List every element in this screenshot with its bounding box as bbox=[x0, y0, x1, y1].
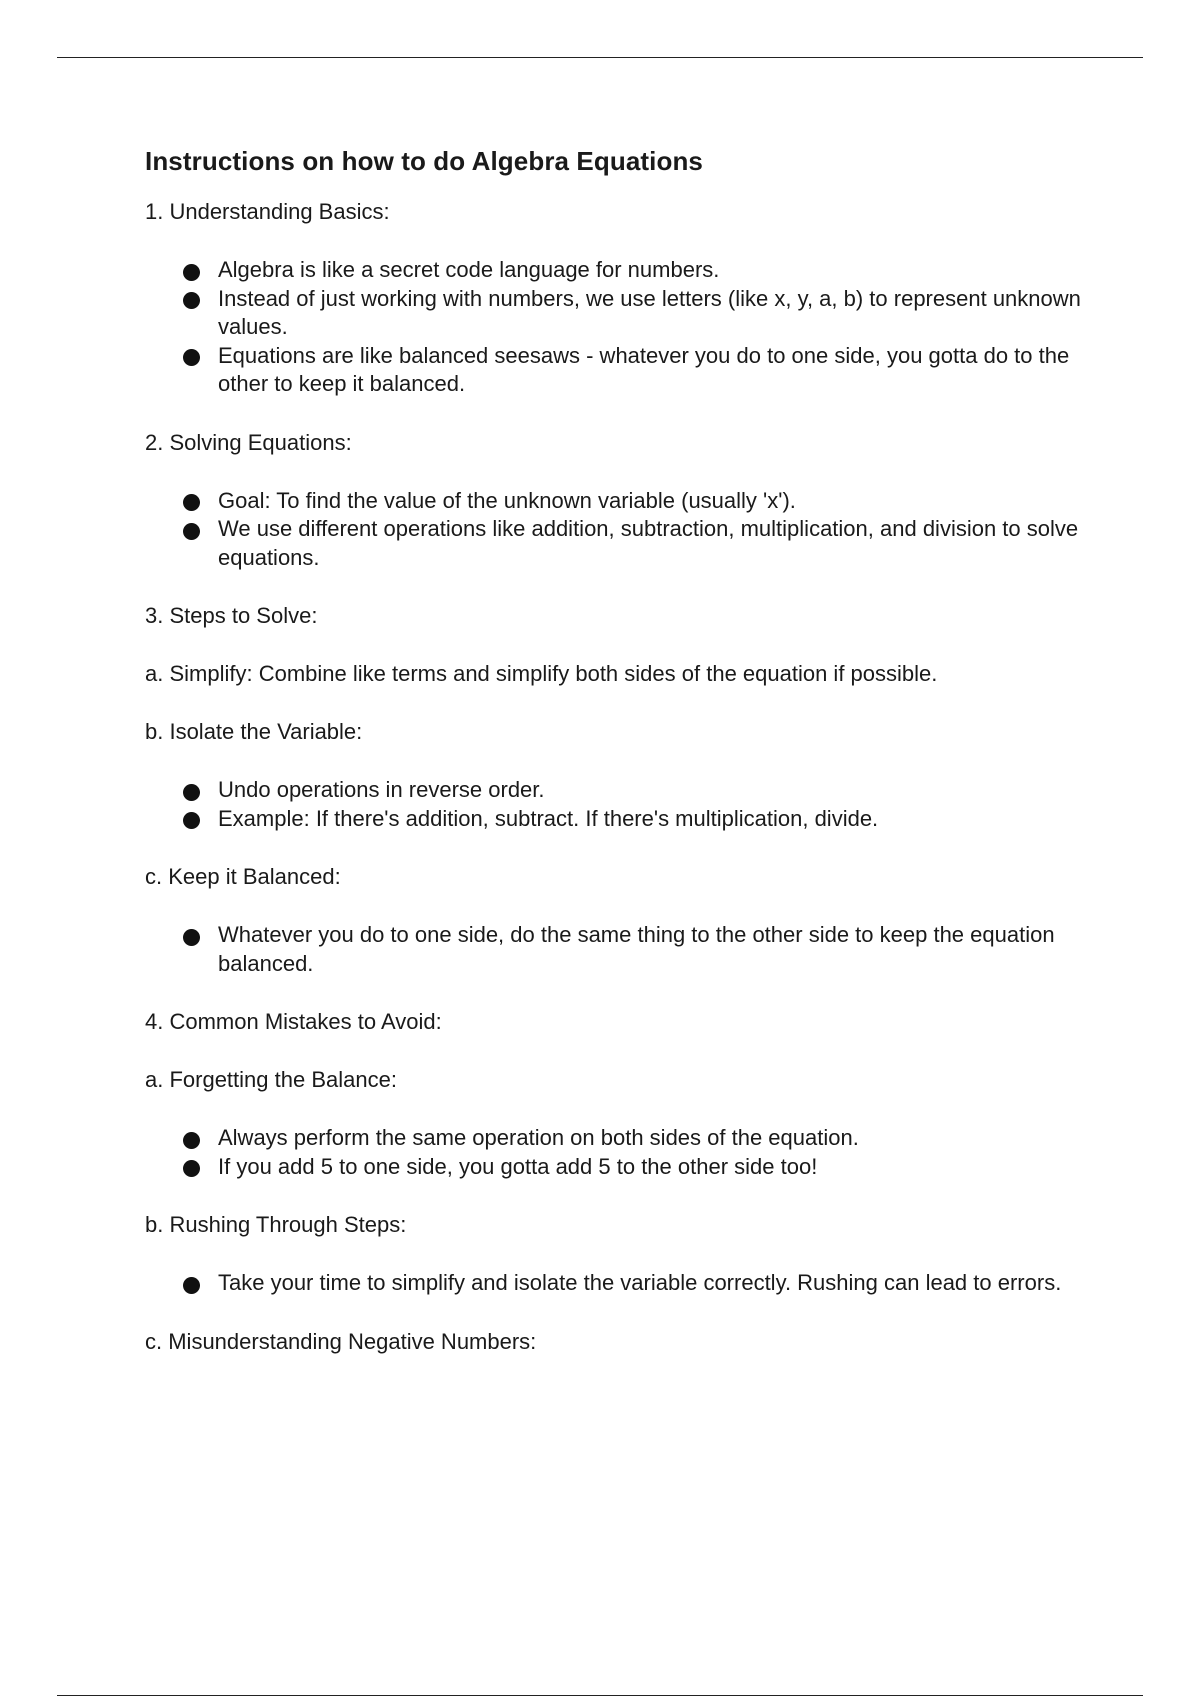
section-paragraph: b. Isolate the Variable: bbox=[145, 719, 363, 744]
bullet-dot-icon bbox=[183, 784, 200, 801]
bullet-list bbox=[145, 1124, 1085, 1181]
document-title: Instructions on how to do Algebra Equations bbox=[145, 146, 703, 176]
list-item bbox=[145, 921, 1085, 978]
list-item-text: Undo operations in reverse order. bbox=[218, 777, 545, 802]
list-item-text: If you add 5 to one side, you gotta add 5 to the other side too! bbox=[218, 1153, 818, 1179]
bullet-dot-icon bbox=[183, 349, 200, 366]
section-paragraph: 2. Solving Equations: bbox=[145, 429, 352, 455]
list-item-text: Goal: To find the value of the unknown variable (usually 'x'). bbox=[218, 487, 796, 513]
list-item-text: Whatever you do to one side, do the same thing to the other side to keep the equation balanced. bbox=[218, 922, 1055, 976]
section-paragraph: c. Keep it Balanced: bbox=[145, 864, 341, 889]
bullet-dot-icon bbox=[183, 1277, 200, 1294]
bullet-dot-icon bbox=[183, 494, 200, 511]
list-item bbox=[145, 256, 1085, 285]
list-item bbox=[145, 805, 1085, 834]
section-paragraph: b. Rushing Through Steps: bbox=[145, 1212, 407, 1237]
bullet-dot-icon bbox=[183, 1132, 200, 1149]
list-item-text: Take your time to simplify and isolate the variable correctly. Rushing can lead to errors. bbox=[218, 1270, 1062, 1295]
bullet-dot-icon bbox=[183, 929, 200, 946]
list-item bbox=[145, 342, 1085, 399]
list-item-text: Equations are like balanced seesaws - whatever you do to one side, you gotta do to the other to keep it balanced. bbox=[218, 342, 1070, 396]
list-item-text: Example: If there's addition, subtract. If there's multiplication, divide. bbox=[218, 805, 879, 831]
bullet-dot-icon bbox=[183, 264, 200, 281]
list-item bbox=[145, 515, 1085, 572]
bottom-rule bbox=[57, 1695, 1143, 1696]
list-item-text: We use different operations like addition, subtraction, multiplication, and division to solve equations. bbox=[218, 516, 1079, 570]
bullet-dot-icon bbox=[183, 292, 200, 309]
bullet-list bbox=[145, 1269, 1085, 1298]
list-item bbox=[145, 285, 1085, 342]
list-item-text: Algebra is like a secret code language for numbers. bbox=[218, 257, 720, 282]
section-paragraph: 3. Steps to Solve: bbox=[145, 603, 318, 628]
document-blocks bbox=[145, 198, 1085, 1356]
list-item-text: Instead of just working with numbers, we use letters (like x, y, a, b) to represent unknown values. bbox=[218, 285, 1081, 339]
section-paragraph: a. Simplify: Combine like terms and simplify both sides of the equation if possible. bbox=[145, 661, 938, 686]
section-paragraph: c. Misunderstanding Negative Numbers: bbox=[145, 1328, 537, 1354]
bullet-dot-icon bbox=[183, 812, 200, 829]
section-paragraph: 1. Understanding Basics: bbox=[145, 199, 390, 224]
list-item bbox=[145, 1269, 1085, 1298]
list-item-text: Always perform the same operation on both sides of the equation. bbox=[218, 1125, 859, 1150]
section-paragraph: a. Forgetting the Balance: bbox=[145, 1067, 397, 1092]
document-body bbox=[145, 144, 1085, 1386]
bullet-list bbox=[145, 776, 1085, 833]
bullet-dot-icon bbox=[183, 523, 200, 540]
bullet-list bbox=[145, 256, 1085, 399]
top-rule bbox=[57, 57, 1143, 58]
bullet-list bbox=[145, 921, 1085, 978]
list-item bbox=[145, 1153, 1085, 1182]
list-item bbox=[145, 1124, 1085, 1153]
list-item bbox=[145, 776, 1085, 805]
list-item bbox=[145, 487, 1085, 516]
section-paragraph: 4. Common Mistakes to Avoid: bbox=[145, 1009, 442, 1034]
bullet-dot-icon bbox=[183, 1160, 200, 1177]
bullet-list bbox=[145, 487, 1085, 573]
